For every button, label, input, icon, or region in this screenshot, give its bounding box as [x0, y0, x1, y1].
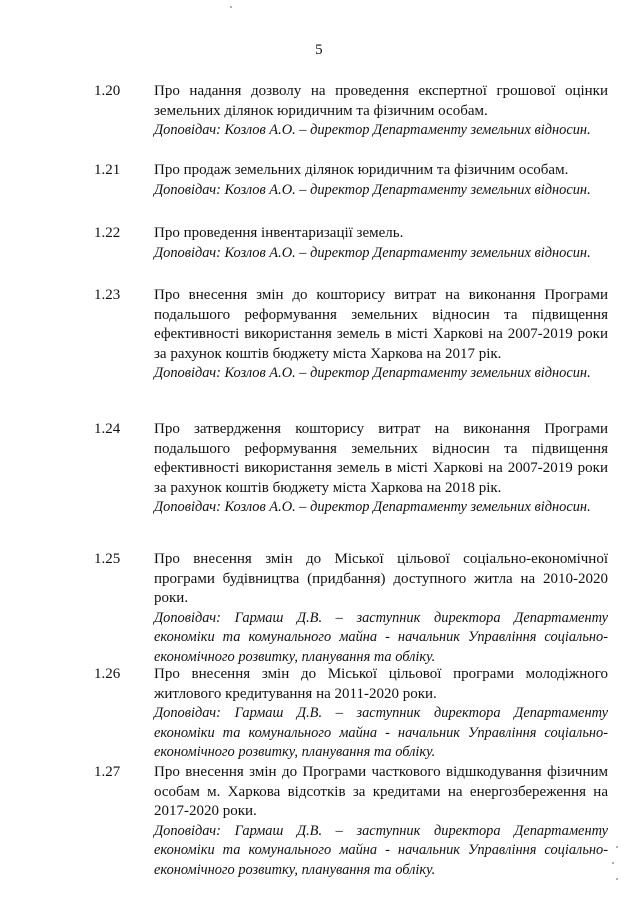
speaker-label: Доповідач: [154, 499, 221, 515]
speaker-label: Доповідач: [154, 609, 221, 626]
item-title: Про внесення змін до кошторису витрат на виконання Програми подальшого реформування земельних відносин та підвищення ефективності використання земель в місті Харкові на 2007-2019 роки за рахунок коштів бюджету міста Харкова на 2017 рік. [154, 287, 608, 362]
item-number: 1.25 [94, 551, 121, 567]
scan-speck [616, 878, 618, 880]
item-number: 1.24 [94, 421, 121, 437]
item-title: Про затвердження кошторису витрат на виконання Програми подальшого реформування земельних відносин та підвищення ефективності використання земель в місті Харкові на 2007-2019 роки за рахунок коштів бюджету міста Харкова на 2018 рік. [154, 421, 608, 496]
scan-speck [230, 6, 232, 8]
speaker-text: Гармаш Д.В. – заступник директора Департаменту економіки та комунального майна - начальник Управління соціально-економічного розвитку, планування та обліку. [154, 705, 608, 760]
speaker-text: Гармаш Д.В. – заступник директора Департаменту економіки та комунального майна - начальник Управління соціально-економічного розвитку, планування та обліку. [154, 609, 608, 665]
item-body [154, 665, 608, 763]
speaker-label: Доповідач: [154, 822, 221, 839]
item-number: 1.23 [94, 287, 121, 303]
item-title: Про внесення змін до Міської цільової програми молодіжного житлового кредитування на 2011-2020 роки. [154, 666, 608, 702]
item-body [154, 420, 608, 518]
speaker-label: Доповідач: [154, 705, 221, 721]
item-title: Про продаж земельних ділянок юридичним та фізичним особам. [154, 162, 569, 178]
item-body [154, 161, 608, 200]
speaker-label: Доповідач: [154, 122, 221, 138]
speaker-text: Козлов А.О. – директор Департаменту земельних відносин. [224, 244, 591, 261]
item-title: Про надання дозволу на проведення експертної грошової оцінки земельних ділянок юридичним та фізичним особам. [154, 83, 608, 119]
item-speaker [154, 181, 608, 201]
speaker-text: Козлов А.О. – директор Департаменту земельних відносин. [224, 122, 591, 138]
scan-speck [616, 846, 618, 848]
speaker-text: Козлов А.О. – директор Департаменту земельних відносин. [224, 499, 591, 515]
item-number: 1.26 [94, 666, 121, 682]
speaker-label: Доповідач: [154, 244, 221, 261]
item-speaker [154, 704, 608, 763]
speaker-label: Доповідач: [154, 181, 221, 198]
speaker-text: Козлов А.О. – директор Департаменту земельних відносин. [224, 365, 591, 381]
item-body [154, 763, 608, 880]
item-title: Про проведення інвентаризації земель. [154, 225, 404, 241]
speaker-text: Гармаш Д.В. – заступник директора Департаменту економіки та комунального майна - начальник Управління соціально-економічного розвитку, планування та обліку. [154, 822, 608, 878]
speaker-text: Козлов А.О. – директор Департаменту земельних відносин. [224, 181, 591, 198]
item-number: 1.27 [94, 764, 121, 780]
item-body [154, 224, 608, 263]
speaker-label: Доповідач: [154, 365, 221, 381]
item-number: 1.20 [94, 83, 121, 99]
item-speaker [154, 609, 608, 668]
item-number: 1.22 [94, 225, 121, 241]
item-body [154, 286, 608, 384]
item-title: Про внесення змін до Міської цільової соціально-економічної програми будівництва (придбання) доступного житла на 2010-2020 роки. [154, 551, 608, 606]
scan-speck [612, 862, 614, 864]
page-number: 5 [315, 42, 323, 58]
item-speaker [154, 822, 608, 881]
item-title: Про внесення змін до Програми часткового відшкодування фізичним особам м. Харкова відсотків за кредитами на енергозбереження на 2017-2020 роки. [154, 764, 608, 819]
item-speaker [154, 244, 608, 264]
item-body [154, 550, 608, 667]
item-body [154, 82, 608, 141]
item-number: 1.21 [94, 162, 121, 178]
item-speaker [154, 121, 608, 141]
item-speaker [154, 498, 608, 518]
item-speaker [154, 364, 608, 384]
